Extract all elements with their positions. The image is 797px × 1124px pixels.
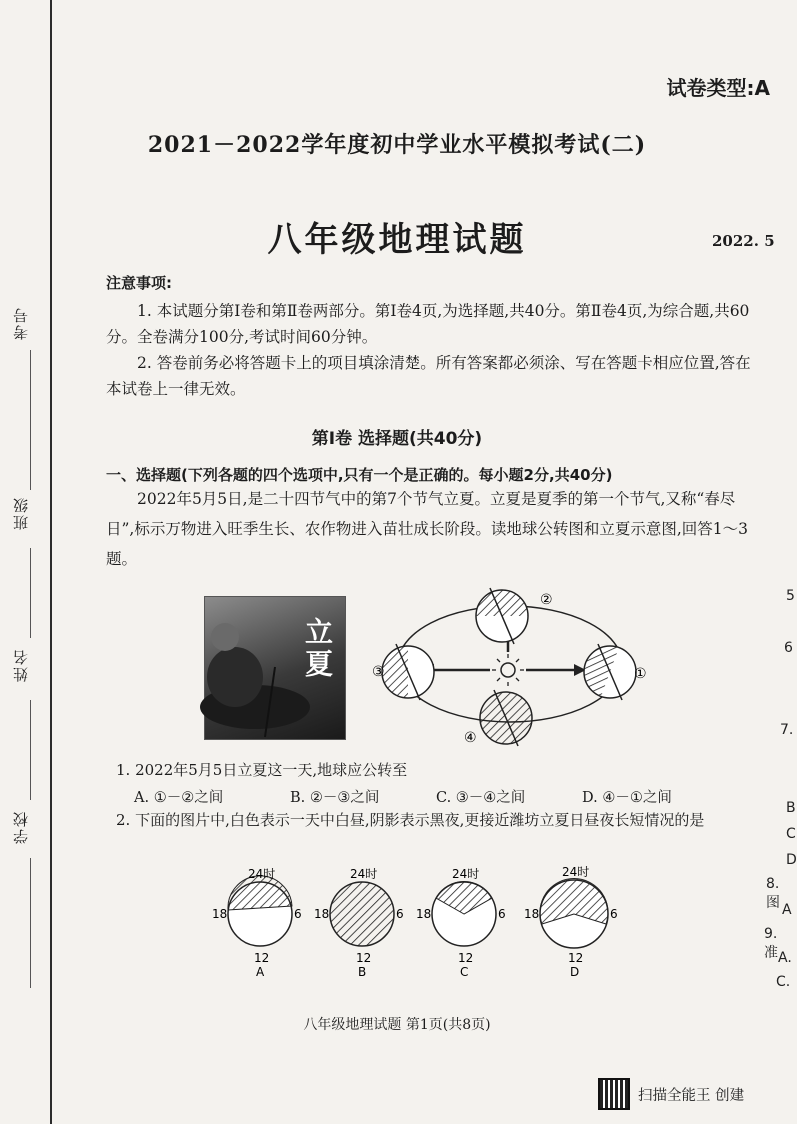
earth-position-4 (480, 690, 532, 746)
school-label: 学校 (12, 810, 30, 844)
exam-number-label: 考号 (12, 306, 30, 340)
right-margin-fragment: C. (776, 974, 791, 990)
right-margin-fragment: 5 (786, 588, 795, 604)
q2-stem: 2. 下面的图片中,白色表示一天中白昼,阴影表示黑夜,更接近潍坊立夏日昼夜长短情况的是 (116, 811, 705, 829)
clock-c (432, 881, 496, 946)
page-footer: 八年级地理试题 第1页(共8页) (303, 1017, 491, 1033)
orbit-label-3: ③ (372, 664, 385, 680)
q1-option-b[interactable]: B. ②－③之间 (290, 790, 380, 806)
binding-line (50, 0, 52, 1124)
exam-title: 2021－2022学年度初中学业水平模拟考试(二) (147, 132, 647, 158)
q1-option-d[interactable]: D. ④－①之间 (582, 790, 672, 806)
notice-item-2: 2. 答卷前务必将答题卡上的项目填涂清楚。所有答案都必须涂、写在答题卡相应位置,答在本试卷上一律无效。 (106, 354, 751, 398)
scanner-label: 扫描全能王 创建 (638, 1087, 745, 1104)
clock-b-left-label: 18 (314, 907, 330, 921)
class-label: 班级 (12, 496, 30, 530)
lixia-poster-image (204, 596, 346, 740)
clock-b-choice[interactable]: B (358, 965, 367, 979)
clock-a-right-label: 6 (294, 907, 302, 921)
earth-position-1 (577, 639, 636, 700)
name-label: 姓名 (12, 648, 30, 682)
right-margin-fragment: B (786, 800, 796, 816)
q1-option-a[interactable]: A. ①－②之间 (134, 790, 224, 806)
clock-d-right-label: 6 (610, 907, 618, 921)
clock-d (540, 879, 608, 948)
right-margin-fragment: 8. 图 (766, 876, 780, 911)
earth-position-2 (476, 588, 528, 644)
qr-code-icon (598, 1078, 630, 1110)
clock-d-choice[interactable]: D (570, 965, 580, 979)
section-title: 第Ⅰ卷 选择题(共40分) (311, 429, 483, 449)
right-margin-fragment: 9. 准 (764, 926, 778, 961)
clock-a (228, 876, 292, 946)
notice-heading: 注意事项: (106, 274, 172, 292)
class-rule (30, 548, 31, 638)
clock-a-choice[interactable]: A (256, 965, 265, 979)
clock-b-right-label: 6 (396, 907, 404, 921)
clock-b (330, 882, 394, 946)
clock-a-left-label: 18 (212, 907, 228, 921)
right-margin-fragment: C (786, 826, 796, 842)
exam-date: 2022. 5 (712, 232, 775, 250)
earth-orbit-diagram (370, 578, 647, 746)
question-intro: 2022年5月5日,是二十四节气中的第7个节气立夏。立夏是夏季的第一个节气,又称“春尽日”,标示万物进入旺季生长、农作物进入苗壮成长阶段。读地球公转图和立夏示意图,回答1～3题。 (106, 490, 749, 568)
day-night-clock-diagrams (208, 866, 628, 986)
clock-a-top-label: 24时 (248, 867, 276, 881)
poster-title: 立夏 (301, 617, 334, 681)
q1-option-c[interactable]: C. ③－④之间 (436, 790, 526, 806)
clock-c-right-label: 6 (498, 907, 506, 921)
right-margin-fragment: 7. (780, 722, 794, 738)
sun-icon (492, 654, 524, 686)
clock-c-bottom-label: 12 (458, 951, 474, 965)
notice-item-1: 1. 本试题分第Ⅰ卷和第Ⅱ卷两部分。第Ⅰ卷4页,为选择题,共40分。第Ⅱ卷4页,为综合题,共60分。全卷满分100分,考试时间60分钟。 (106, 302, 750, 346)
school-rule (30, 858, 31, 988)
clock-c-left-label: 18 (416, 907, 432, 921)
scanner-watermark (598, 1078, 744, 1110)
q1-stem: 1. 2022年5月5日立夏这一天,地球应公转至 (116, 761, 408, 779)
right-margin-fragment: 6 (784, 640, 793, 656)
question-section-header: 一、选择题(下列各题的四个选项中,只有一个是正确的。每小题2分,共40分) (106, 466, 613, 484)
paper-type: 试卷类型:A (666, 76, 770, 100)
clock-c-top-label: 24时 (452, 867, 480, 881)
orbit-label-2: ② (540, 592, 553, 608)
clock-d-top-label: 24时 (562, 865, 590, 879)
clock-c-choice[interactable]: C (460, 965, 469, 979)
clock-b-top-label: 24时 (350, 867, 378, 881)
subject-title: 八年级地理试题 (267, 220, 527, 260)
earth-position-3 (382, 644, 434, 700)
right-margin-fragment: D (786, 852, 797, 868)
right-margin-fragment: A. (778, 950, 792, 966)
right-margin-fragment: A (782, 902, 792, 918)
exam-number-rule (30, 350, 31, 490)
clock-d-bottom-label: 12 (568, 951, 584, 965)
orbit-label-1: ① (634, 666, 647, 682)
name-rule (30, 700, 31, 800)
clock-d-left-label: 18 (524, 907, 540, 921)
clock-b-bottom-label: 12 (356, 951, 372, 965)
clock-a-bottom-label: 12 (254, 951, 270, 965)
orbit-label-4: ④ (464, 730, 477, 746)
